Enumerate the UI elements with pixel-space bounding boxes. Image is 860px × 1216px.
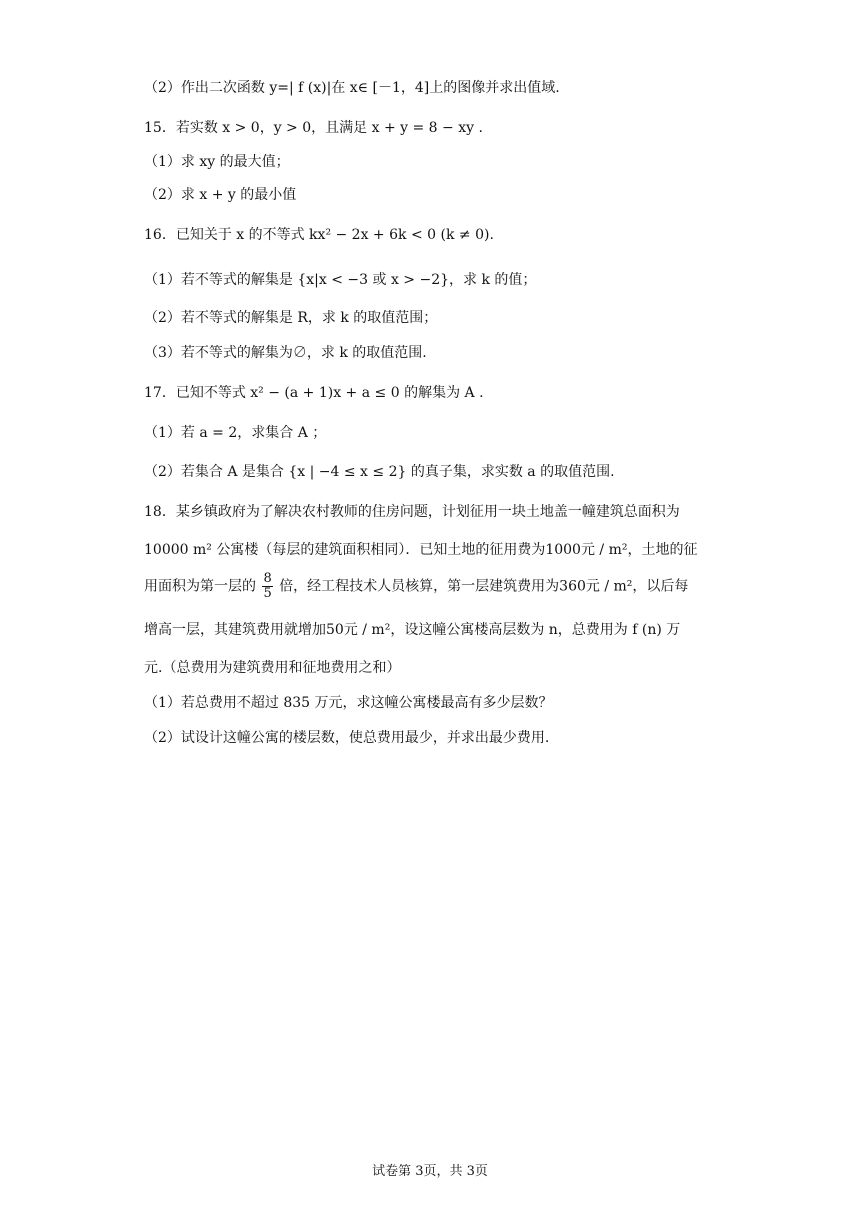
q18-stem-line5: 元.（总费用为建筑费用和征地费用之和）	[144, 660, 401, 676]
q15-stem: 15．若实数 x > 0，y > 0，且满足 x + y = 8 − xy .	[144, 120, 483, 136]
q18-part1: （1）若总费用不超过 835 万元，求这幢公寓楼最高有多少层数？	[144, 695, 553, 711]
q18-stem-line1: 18．某乡镇政府为了解决农村教师的住房问题，计划征用一块土地盖一幢建筑总面积为	[144, 504, 680, 520]
q14-part2: （2）作出二次函数 y=| f (x)|在 x∈ [－1，4]上的图像并求出值域.	[144, 80, 560, 96]
fraction-denominator: 5	[263, 586, 272, 601]
q17-part1: （1）若 a = 2，求集合 A ；	[144, 425, 327, 441]
q16-part2: （2）若不等式的解集是 R，求 k 的取值范围；	[144, 310, 438, 326]
q18-stem-line4: 增高一层，其建筑费用就增加50元 / m²，设这幢公寓楼高层数为 n，总费用为 f (n) 万	[144, 622, 681, 638]
q18-stem-line3	[144, 572, 688, 601]
page-footer: 试卷第 3页，共 3页	[372, 1164, 488, 1179]
q17-stem: 17．已知不等式 x² − (a + 1)x + a ≤ 0 的解集为 A .	[144, 385, 484, 401]
q18-text-before-fraction: 用面积为第一层的	[144, 578, 256, 595]
q16-stem: 16．已知关于 x 的不等式 kx² − 2x + 6k < 0 (k ≠ 0).	[144, 227, 494, 243]
q16-part1: （1）若不等式的解集是 {x|x < −3 或 x > −2}，求 k 的值；	[144, 272, 537, 288]
q17-part2: （2）若集合 A 是集合 {x | −4 ≤ x ≤ 2} 的真子集，求实数 a 的取值范围.	[144, 464, 615, 480]
q15-part1: （1）求 xy 的最大值；	[144, 154, 290, 170]
q18-stem-line2: 10000 m² 公寓楼（每层的建筑面积相同）．已知土地的征用费为1000元 / m²，土地的征	[144, 542, 698, 558]
fraction-8-5	[262, 572, 272, 601]
q16-part3: （3）若不等式的解集为∅，求 k 的取值范围.	[144, 345, 427, 361]
q15-part2: （2）求 x + y 的最小值	[144, 187, 297, 203]
fraction-numerator: 8	[263, 571, 272, 586]
q18-part2: （2）试设计这幢公寓的楼层数，使总费用最少，并求出最少费用.	[144, 730, 550, 746]
q18-text-after-fraction: 倍，经工程技术人员核算，第一层建筑费用为360元 / m²，以后每	[279, 578, 689, 595]
